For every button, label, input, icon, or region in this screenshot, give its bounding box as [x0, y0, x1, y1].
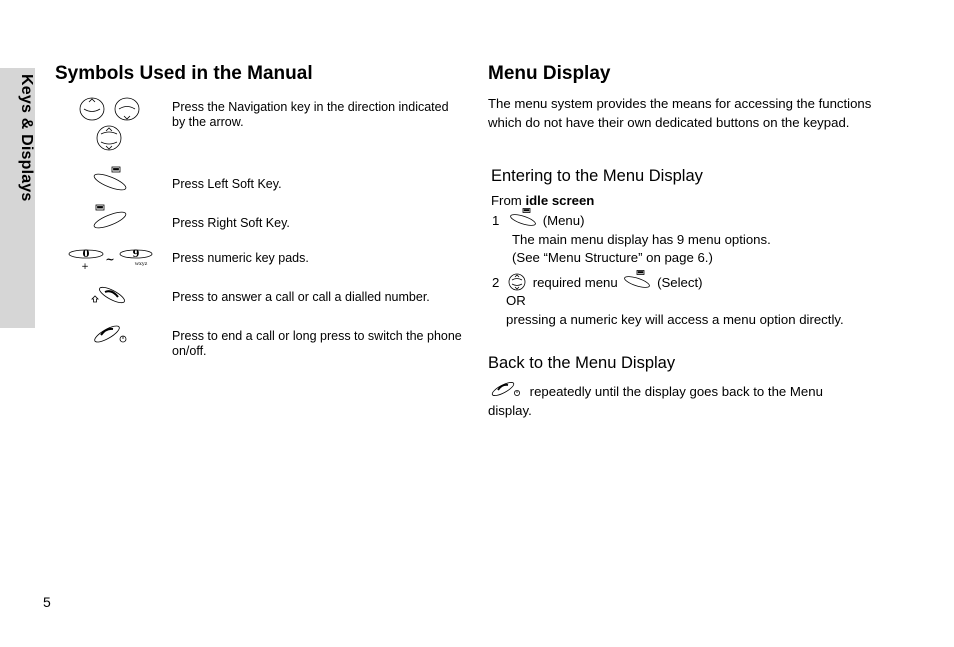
- page-number: 5: [43, 594, 51, 610]
- numeric-alt-text: pressing a numeric key will access a menu option directly.: [506, 312, 844, 327]
- key-first-label: 0: [82, 249, 90, 260]
- side-tab-label: Keys & Displays: [18, 74, 35, 202]
- back-text-1: repeatedly until the display goes back to the Menu: [529, 384, 823, 399]
- back-text-2: display.: [488, 403, 532, 418]
- menu-display-section: [488, 62, 908, 418]
- menu-display-intro: The menu system provides the means for accessing the functions which do not have their own dedicated buttons on the keypad.: [488, 96, 872, 130]
- end-key-icon: [490, 380, 524, 400]
- menu-display-heading: Menu Display: [488, 63, 611, 84]
- or-text: OR: [506, 293, 526, 308]
- symbol-text-left-soft: Press Left Soft Key.: [172, 177, 282, 191]
- entering-heading: Entering to the Menu Display: [491, 167, 703, 185]
- key-last-label: 9: [132, 249, 140, 260]
- range-separator: ~: [105, 253, 115, 266]
- step-1-note-1: The main menu display has 9 menu options.: [512, 232, 771, 247]
- symbols-section: [55, 62, 462, 358]
- symbol-text-right-soft: Press Right Soft Key.: [172, 216, 290, 230]
- navigation-key-icon: [77, 96, 147, 154]
- left-soft-key-icon: [92, 166, 132, 192]
- step-1-note-2: (See “Menu Structure” on page 6.): [512, 250, 713, 265]
- step-2-text-a: required menu: [532, 275, 618, 290]
- key-first-sub: +: [81, 262, 89, 272]
- key-last-sub: wxyz: [134, 261, 148, 267]
- symbol-text-end: Press to end a call or long press to switch the phone on/off.: [172, 329, 462, 358]
- back-line-1: [488, 383, 823, 401]
- numeric-keypad-icon: [67, 246, 157, 272]
- right-soft-key-icon: [92, 204, 132, 230]
- step-2-text-b: (Select): [657, 275, 703, 290]
- symbol-text-navigation: Press the Navigation key in the direction indicated by the arrow.: [172, 100, 449, 129]
- symbols-heading: Symbols Used in the Manual: [55, 63, 313, 84]
- step-1-number: 1: [492, 213, 500, 228]
- step-2-number: 2: [492, 275, 500, 290]
- symbol-text-numeric: Press numeric key pads.: [172, 251, 309, 265]
- step-1-text: (Menu): [542, 213, 585, 228]
- send-key-icon: [90, 284, 130, 308]
- from-idle-line: [491, 192, 594, 210]
- back-heading: Back to the Menu Display: [488, 354, 676, 372]
- step-2: [492, 274, 703, 292]
- symbol-text-send: Press to answer a call or call a dialled number.: [172, 290, 430, 304]
- left-soft-key-icon: [509, 208, 539, 228]
- step-1: [492, 212, 584, 230]
- from-prefix: From: [491, 193, 522, 208]
- left-soft-key-icon: [623, 270, 653, 290]
- navigation-key-icon: [507, 272, 527, 292]
- end-key-icon: [92, 324, 132, 348]
- from-idle-bold: idle screen: [525, 193, 595, 208]
